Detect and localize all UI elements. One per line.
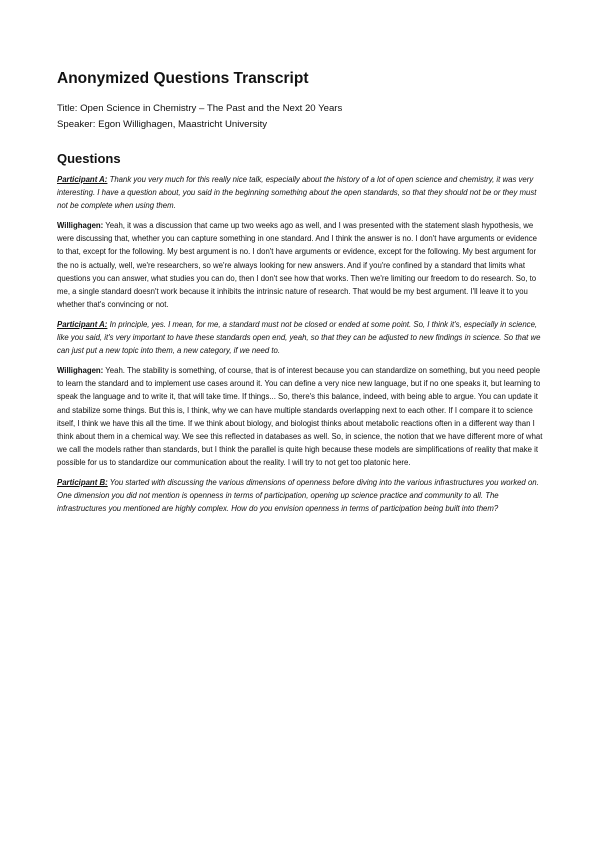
transcript-turn xyxy=(57,173,543,212)
speaker-label: Willighagen: xyxy=(57,221,104,231)
transcript-turn xyxy=(57,476,543,515)
turn-text: In principle, yes. I mean, for me, a standard must not be closed or ended at some point. So, I think it's, especially in science, like you said, it's very important to have these standards open end, yeah, so that they can be adjusted to new findings in science. So that we can just put a new topic into them, a new category, if we need to. xyxy=(57,319,541,356)
turn-text: Yeah, it was a discussion that came up two weeks ago as well, and I was presented with the statement slash hypothesis, we were discussing that, whether you can capture something in one standard. And I think the answer is no. I don't have arguments or evidence to that, except for the following. My best argument is no. I don't have arguments or evidence, except for the following. My best argument for the no is actually, well, we're researchers, so we're always looking for new answers. And if you're confined by a standard that limits what questions you can answer, what studies you can do, then I don't see how that works. Then we're limiting our freedom to do research. So, to me, a single standard doesn't work because it inhibits the intrinsic nature of research. That would be my best argument. I'll leave it to you whether that's convincing or not. xyxy=(57,221,537,309)
speaker-label: Participant A: xyxy=(57,175,108,184)
talk-title: Title: Open Science in Chemistry – The Past and the Next 20 Years xyxy=(57,103,343,114)
turn-text: You started with discussing the various dimensions of openness before diving into the various infrastructures you worked on. One dimension you did not mention is openness in terms of participation, opening up science practice and community to all. The infrastructures you mentioned are highly complex. How do you envision openness in terms of participation being built into them? xyxy=(57,477,539,514)
speaker-label: Participant A: xyxy=(57,319,108,329)
questions-section-heading: Questions xyxy=(57,151,121,166)
speaker-info: Speaker: Egon Willighagen, Maastricht University xyxy=(57,119,268,130)
speaker-label: Participant B: xyxy=(57,477,108,487)
transcript-turn xyxy=(57,364,543,469)
turn-text: Yeah. The stability is something, of course, that is of interest because you can standardize on something, but you need people to learn the standard and to implement use cases around it. You can define a very nice new language, but if no one speaks it, but learning to speak the language and to write it, that will take time. If things... So, there's this balance, indeed, with being able to argue. You can update it and stabilize some things. But this is, I think, why we can have multiple standards overlapping next to each other. If I compare it to science itself, I think we have this all the time. If we think about biology, and biologist thinks about metabolic reactions often in a different way than I think about them in a chemical way. We see this reflected in databases as well. So, in science, the notion that we have different more of what we call the models rather than standards, but I think the parallel is quite high because these models are simplifications of reality that make it possible for us to standardize our communication about the reality. I will try to not get too platonic here. xyxy=(57,366,543,467)
transcript-turn xyxy=(57,318,543,357)
speaker-label: Willighagen: xyxy=(57,366,104,376)
transcript-turn xyxy=(57,219,543,311)
turn-text: Thank you very much for this really nice talk, especially about the history of a lot of open science and chemistry, it was very interesting. I have a question about, you said in the beginning something about the open standards, so that they should not be or they must not be complete when using them. xyxy=(57,175,537,211)
document-heading: Anonymized Questions Transcript xyxy=(57,70,309,87)
